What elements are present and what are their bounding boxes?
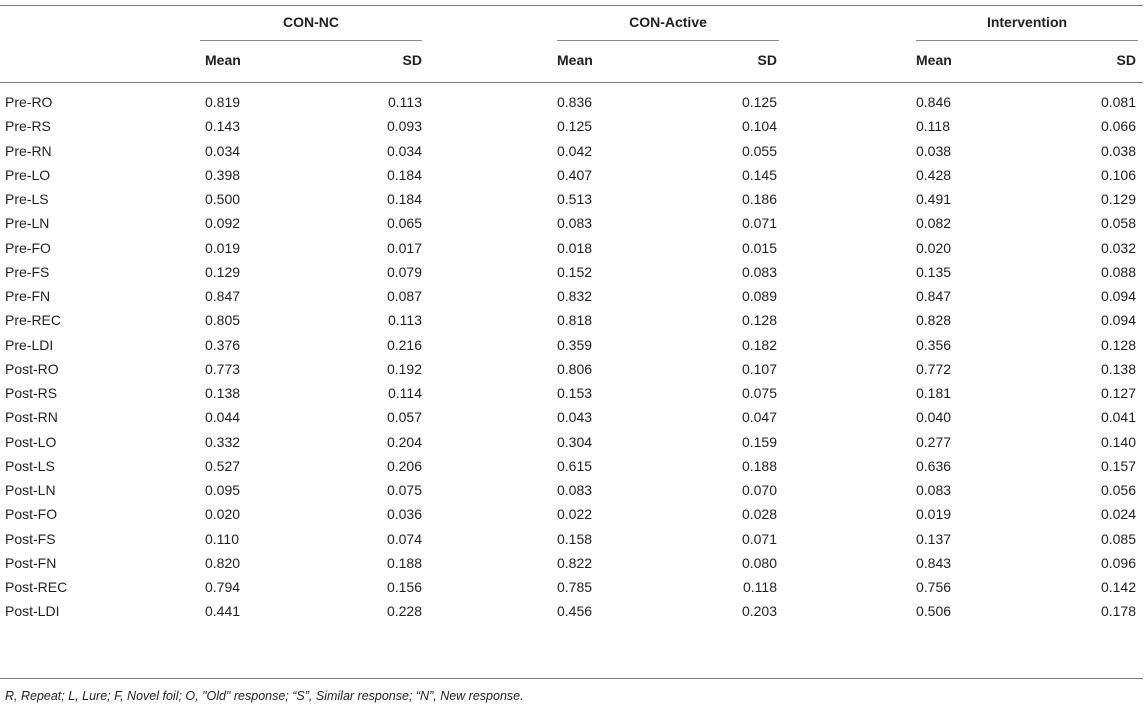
mean-cell: 0.785	[557, 579, 593, 595]
subheader-sd-con-active: SD	[757, 52, 777, 68]
table-row	[0, 358, 1145, 382]
group-rule-con-active	[557, 40, 779, 41]
mean-cell: 0.847	[205, 288, 241, 304]
row-label: Post-RS	[5, 385, 58, 401]
sd-cell: 0.024	[1100, 506, 1136, 523]
mean-cell: 0.018	[557, 239, 593, 256]
sd-cell: 0.089	[741, 288, 777, 304]
mean-cell: 0.359	[557, 336, 593, 353]
mean-cell: 0.019	[916, 506, 952, 523]
mean-cell: 0.820	[205, 554, 241, 571]
mean-cell: 0.818	[557, 312, 593, 329]
sd-cell: 0.188	[741, 457, 777, 474]
mean-cell: 0.846	[916, 94, 952, 110]
table-row	[0, 91, 1145, 115]
sd-cell: 0.032	[1100, 239, 1136, 256]
group-header-con-nc: CON-NC	[283, 14, 339, 30]
sd-cell: 0.028	[741, 506, 777, 523]
mean-cell: 0.847	[916, 288, 952, 304]
row-label: Pre-RO	[5, 94, 53, 110]
mean-cell: 0.822	[557, 554, 593, 571]
row-label: Pre-LS	[5, 191, 49, 207]
table-row	[0, 576, 1145, 600]
mean-cell: 0.040	[916, 409, 952, 426]
sd-cell: 0.075	[741, 385, 777, 401]
sd-cell: 0.081	[1100, 94, 1136, 110]
sd-cell: 0.228	[386, 603, 422, 620]
mean-cell: 0.456	[557, 603, 593, 620]
mean-cell: 0.044	[205, 409, 241, 426]
sd-cell: 0.057	[386, 409, 422, 426]
mean-cell: 0.773	[205, 360, 241, 377]
sd-cell: 0.075	[386, 482, 422, 498]
table-row	[0, 528, 1145, 552]
sd-cell: 0.017	[386, 239, 422, 256]
sd-cell: 0.070	[741, 482, 777, 498]
row-label: Pre-LDI	[5, 336, 54, 353]
table-row	[0, 309, 1145, 333]
mean-cell: 0.805	[205, 312, 241, 329]
subheader-mean-con-active: Mean	[557, 52, 593, 68]
row-label: Post-LN	[5, 482, 56, 498]
row-label: Pre-FS	[5, 263, 50, 280]
mean-cell: 0.491	[916, 191, 952, 207]
table-row	[0, 164, 1145, 188]
sd-cell: 0.113	[388, 312, 422, 329]
mean-cell: 0.836	[557, 94, 593, 110]
row-label: Post-LDI	[5, 603, 60, 620]
sd-cell: 0.104	[741, 118, 777, 135]
table-row	[0, 503, 1145, 527]
sd-cell: 0.087	[386, 288, 422, 304]
mean-cell: 0.043	[557, 409, 593, 426]
table-row	[0, 455, 1145, 479]
sd-cell: 0.074	[386, 530, 422, 547]
row-label: Pre-FO	[5, 239, 51, 256]
sd-cell: 0.055	[741, 142, 777, 159]
mean-cell: 0.082	[916, 215, 952, 232]
mean-cell: 0.181	[916, 385, 952, 401]
table-row	[0, 261, 1145, 285]
subheader-sd-intervention: SD	[1116, 52, 1136, 68]
mean-cell: 0.135	[916, 263, 952, 280]
sd-cell: 0.188	[386, 554, 422, 571]
table-row	[0, 115, 1145, 139]
sd-cell: 0.157	[1100, 457, 1136, 474]
row-label: Pre-FN	[5, 288, 51, 304]
mean-cell: 0.129	[205, 263, 241, 280]
row-label: Post-FN	[5, 554, 57, 571]
mean-cell: 0.042	[557, 142, 593, 159]
sd-cell: 0.058	[1100, 215, 1136, 232]
mean-cell: 0.332	[205, 433, 241, 450]
mean-cell: 0.143	[205, 118, 241, 135]
sd-cell: 0.056	[1100, 482, 1136, 498]
mean-cell: 0.832	[557, 288, 593, 304]
table-row	[0, 285, 1145, 309]
sd-cell: 0.106	[1100, 166, 1136, 183]
sd-cell: 0.079	[386, 263, 422, 280]
mean-cell: 0.137	[916, 530, 952, 547]
mean-cell: 0.356	[916, 336, 952, 353]
sd-cell: 0.128	[741, 312, 777, 329]
mean-cell: 0.277	[916, 433, 952, 450]
mean-cell: 0.441	[205, 603, 241, 620]
mean-cell: 0.407	[557, 166, 593, 183]
table-row	[0, 334, 1145, 358]
mean-cell: 0.794	[205, 579, 241, 595]
subheader-mean-intervention: Mean	[916, 52, 952, 68]
group-rule-con-nc	[200, 40, 422, 41]
mean-cell: 0.083	[557, 215, 593, 232]
sd-cell: 0.128	[1100, 336, 1136, 353]
sd-cell: 0.088	[1100, 263, 1136, 280]
table-row	[0, 406, 1145, 430]
row-label: Post-LS	[5, 457, 55, 474]
sd-cell: 0.184	[386, 191, 422, 207]
mean-cell: 0.772	[916, 360, 952, 377]
mean-cell: 0.843	[916, 554, 952, 571]
sd-cell: 0.127	[1100, 385, 1136, 401]
mean-cell: 0.022	[557, 506, 593, 523]
mean-cell: 0.819	[205, 94, 241, 110]
sd-cell: 0.085	[1100, 530, 1136, 547]
row-label: Post-FS	[5, 530, 56, 547]
mean-cell: 0.083	[557, 482, 593, 498]
mean-cell: 0.500	[205, 191, 241, 207]
row-label: Pre-LO	[5, 166, 51, 183]
sd-cell: 0.118	[743, 579, 777, 595]
mean-cell: 0.828	[916, 312, 952, 329]
sd-cell: 0.083	[741, 263, 777, 280]
mean-cell: 0.118	[916, 118, 950, 135]
sd-cell: 0.206	[386, 457, 422, 474]
sd-cell: 0.138	[1100, 360, 1136, 377]
row-label: Pre-RS	[5, 118, 51, 135]
mean-cell: 0.019	[205, 239, 241, 256]
sd-cell: 0.080	[741, 554, 777, 571]
sd-cell: 0.065	[386, 215, 422, 232]
sd-cell: 0.071	[741, 530, 777, 547]
mean-cell: 0.020	[205, 506, 241, 523]
row-label: Pre-RN	[5, 142, 52, 159]
sd-cell: 0.159	[741, 433, 777, 450]
top-rule	[0, 5, 1143, 6]
row-label: Post-RN	[5, 409, 58, 426]
subheader-sd-con-nc: SD	[402, 52, 422, 68]
table-row	[0, 552, 1145, 576]
sd-cell: 0.182	[741, 336, 777, 353]
row-label: Post-LO	[5, 433, 57, 450]
table-row	[0, 237, 1145, 261]
mean-cell: 0.636	[916, 457, 952, 474]
sd-cell: 0.129	[1100, 191, 1136, 207]
mean-cell: 0.398	[205, 166, 241, 183]
sd-cell: 0.204	[386, 433, 422, 450]
mean-cell: 0.153	[557, 385, 593, 401]
sd-cell: 0.216	[386, 336, 422, 353]
header-rule	[0, 82, 1143, 83]
sd-cell: 0.186	[741, 191, 777, 207]
mean-cell: 0.304	[557, 433, 593, 450]
subheader-mean-con-nc: Mean	[205, 52, 241, 68]
sd-cell: 0.125	[741, 94, 777, 110]
group-header-con-active: CON-Active	[629, 14, 707, 30]
mean-cell: 0.428	[916, 166, 952, 183]
mean-cell: 0.095	[205, 482, 241, 498]
sd-cell: 0.034	[386, 142, 422, 159]
row-label: Post-FO	[5, 506, 58, 523]
sd-cell: 0.036	[386, 506, 422, 523]
sd-cell: 0.047	[741, 409, 777, 426]
sd-cell: 0.015	[741, 239, 777, 256]
mean-cell: 0.138	[205, 385, 241, 401]
table-body	[0, 91, 1145, 625]
table-row	[0, 431, 1145, 455]
table-row	[0, 188, 1145, 212]
row-label: Pre-LN	[5, 215, 50, 232]
sd-cell: 0.107	[741, 360, 777, 377]
mean-cell: 0.806	[557, 360, 593, 377]
table-footnote: R, Repeat; L, Lure; F, Novel foil; O, "Old" response; “S”, Similar response; “N”, New response.	[5, 689, 524, 703]
sd-cell: 0.145	[741, 166, 777, 183]
mean-cell: 0.615	[557, 457, 593, 474]
mean-cell: 0.152	[557, 263, 593, 280]
sd-cell: 0.156	[386, 579, 422, 595]
mean-cell: 0.125	[557, 118, 593, 135]
sd-cell: 0.192	[386, 360, 422, 377]
mean-cell: 0.513	[557, 191, 593, 207]
mean-cell: 0.034	[205, 142, 241, 159]
row-label: Post-RO	[5, 360, 59, 377]
mean-cell: 0.038	[916, 142, 952, 159]
table-row	[0, 382, 1145, 406]
mean-cell: 0.527	[205, 457, 241, 474]
sd-cell: 0.066	[1100, 118, 1136, 135]
mean-cell: 0.020	[916, 239, 952, 256]
mean-cell: 0.158	[557, 530, 593, 547]
sd-cell: 0.203	[741, 603, 777, 620]
bottom-rule	[0, 678, 1143, 679]
sd-cell: 0.038	[1100, 142, 1136, 159]
sd-cell: 0.094	[1100, 312, 1136, 329]
table-row	[0, 140, 1145, 164]
sd-cell: 0.096	[1100, 554, 1136, 571]
sd-cell: 0.114	[388, 385, 422, 401]
mean-cell: 0.506	[916, 603, 952, 620]
sd-cell: 0.093	[386, 118, 422, 135]
sd-cell: 0.094	[1100, 288, 1136, 304]
mean-cell: 0.376	[205, 336, 241, 353]
mean-cell: 0.110	[205, 530, 239, 547]
row-label: Post-REC	[5, 579, 68, 595]
sd-cell: 0.184	[386, 166, 422, 183]
sd-cell: 0.041	[1100, 409, 1136, 426]
mean-cell: 0.092	[205, 215, 241, 232]
table-row	[0, 212, 1145, 236]
table-row	[0, 479, 1145, 503]
sd-cell: 0.178	[1100, 603, 1136, 620]
group-header-intervention: Intervention	[986, 14, 1068, 30]
mean-cell: 0.083	[916, 482, 952, 498]
sd-cell: 0.142	[1100, 579, 1136, 595]
mean-cell: 0.756	[916, 579, 952, 595]
sd-cell: 0.113	[388, 94, 422, 110]
sd-cell: 0.140	[1100, 433, 1136, 450]
group-rule-intervention	[916, 40, 1138, 41]
row-label: Pre-REC	[5, 312, 62, 329]
sd-cell: 0.071	[741, 215, 777, 232]
table-row	[0, 600, 1145, 624]
